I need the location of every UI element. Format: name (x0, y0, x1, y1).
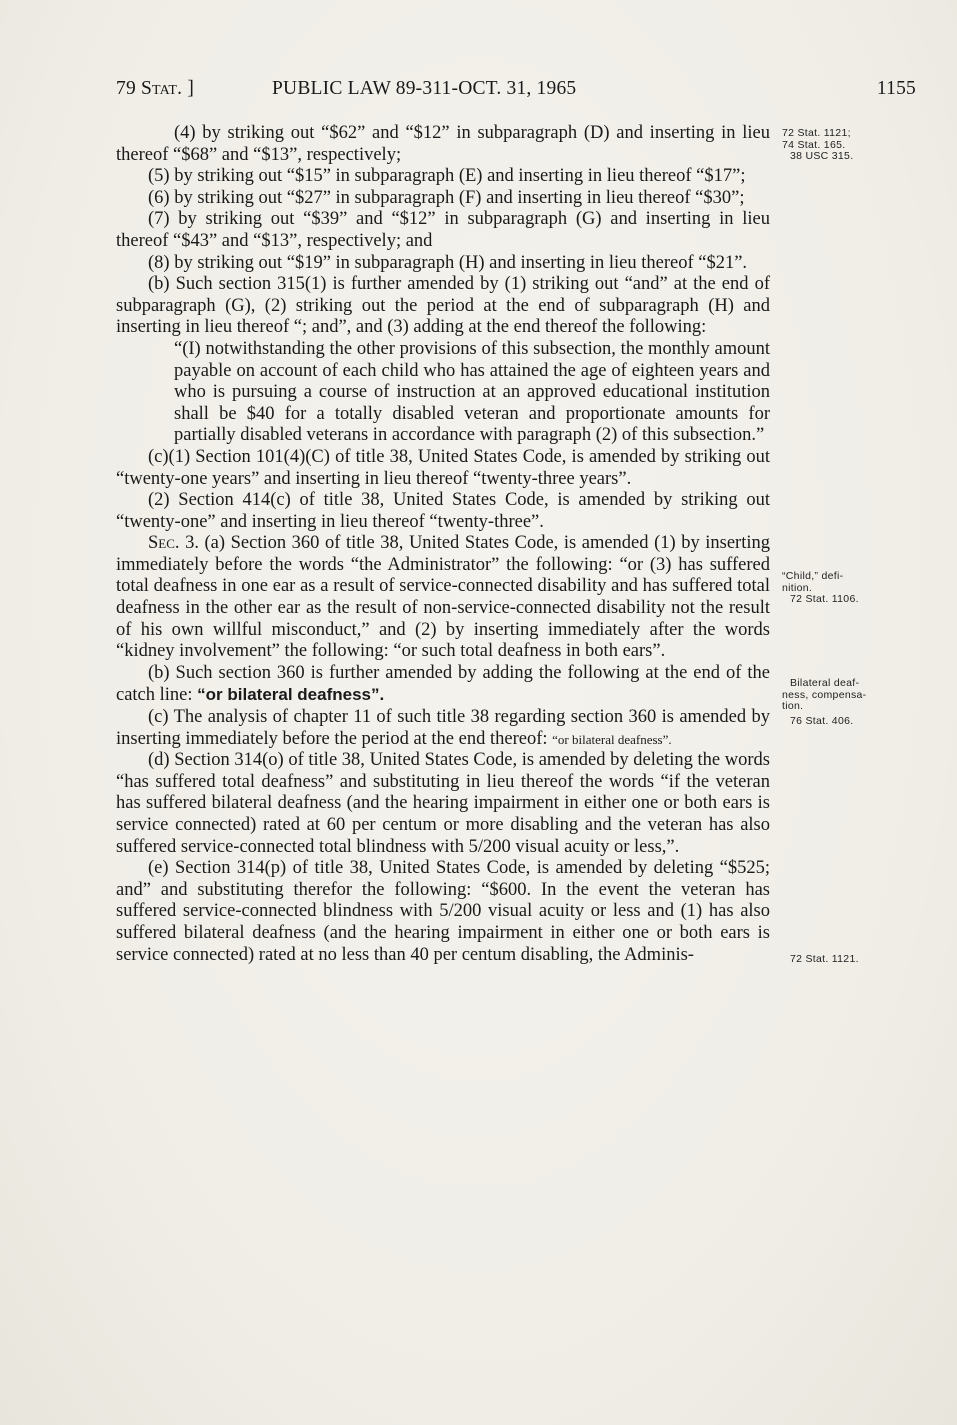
quoted-subparagraph-i: “(I) notwithstanding the other provisions of this subsection, the monthly amount payable on account of each child who has attained the age of eighteen years and who is pursuing a course of instruction at an approved educational institution shall be $40 for a totally disabled veteran and proportionate amounts for partially disabled veterans in accordance with paragraph (2) of this subsection.” (174, 338, 770, 446)
paragraph-5: (5) by striking out “$15” in subparagraph (E) and inserting in lieu thereof “$17”; (148, 166, 746, 187)
section-3e: (e) Section 314(p) of title 38, United States Code, is amended by deleting “$525; and” and substituting therefor the following: “$600. In the event the veteran has suffered service-connected blindness with 5/200 visual acuity or less and (1) has also suffered bilateral deafness (and the hearing impairment in either one or both ears is service connected) rated at no less than 40 per centum disabling, the Adminis- (116, 858, 770, 965)
paragraph-4: (4) by striking out “$62” and “$12” in subparagraph (D) and inserting in lieu thereof “$68” and “$13”, respectively; (116, 123, 770, 165)
margin-note-1: 72 Stat. 1121; 74 Stat. 165. 38 USC 315. (782, 127, 854, 162)
statute-volume: 79 Stat. ] (116, 78, 195, 99)
law-title: PUBLIC LAW 89-311-OCT. 31, 1965 (272, 78, 577, 99)
section-3b: (b) Such section 360 is further amended by adding the following at the end of the catch line: “or bilateral deafness”. (116, 662, 770, 706)
running-header (116, 78, 916, 108)
paragraph-8: (8) by striking out “$19” in subparagraph (H) and inserting in lieu thereof “$21”. (148, 252, 748, 273)
section-3d: (d) Section 314(o) of title 38, United States Code, is amended by deleting the words “has suffered total deafness” and substituting in lieu thereof the words “if the veteran has suffered bilateral deafness (and the hearing impairment in either one or both ears is service connected) rated at 60 per centum or more disabling and the veteran has also suffered service-connected total blindness with 5/200 visual acuity or less,”. (116, 750, 770, 857)
statute-text (116, 123, 770, 966)
subsection-c1: (c)(1) Section 101(4)(C) of title 38, United States Code, is amended by striking out “twenty-one years” and inserting in lieu thereof “twenty-three years”. (116, 446, 770, 489)
subsection-b: (b) Such section 315(1) is further amended by (1) striking out “and” at the end of subparagraph (G), (2) striking out the period at the end of subparagraph (H) and inserting in lieu thereof “; and”, and (3) adding at the end thereof the following: (116, 274, 770, 338)
margin-note-2: “Child,” defi- nition. 72 Stat. 1106. (782, 570, 859, 605)
small-phrase: “or bilateral deafness”. (552, 731, 672, 747)
margin-note-3: Bilateral deaf- ness, compensa- tion. 76 Stat. 406. (782, 677, 867, 727)
section-3c: (c) The analysis of chapter 11 of such title 38 regarding section 360 is amended by inserting immediately before the period at the end thereof: “or bilateral deafness”. (116, 707, 770, 749)
subsection-c2: (2) Section 414(c) of title 38, United States Code, is amended by striking out “twenty-one” and inserting in lieu thereof “twenty-three”. (116, 490, 770, 532)
section-3a: Sec. 3. (a) Section 360 of title 38, United States Code, is amended (1) by inserting immediately before the words “the Administrator” the following: “or (3) has suffered total deafness in one ear as a result of service-connected disability and has suffered total deafness in the other ear as the result of non-service-connected disability not the result of his own willful misconduct,” and (2) by inserting immediately after the words “kidney involvement” the following: “or such total deafness in both ears”. (116, 533, 770, 662)
paragraph-7: (7) by striking out “$39” and “$12” in subparagraph (G) and inserting in lieu thereof “$43” and “$13”, respectively; and (116, 209, 770, 251)
margin-note-4: 72 Stat. 1121. (790, 953, 859, 965)
bold-phrase: “or bilateral deafness”. (197, 685, 385, 705)
page-number: 1155 (876, 78, 916, 99)
paragraph-6: (6) by striking out “$27” in subparagraph (F) and inserting in lieu thereof “$30”; (148, 187, 745, 208)
